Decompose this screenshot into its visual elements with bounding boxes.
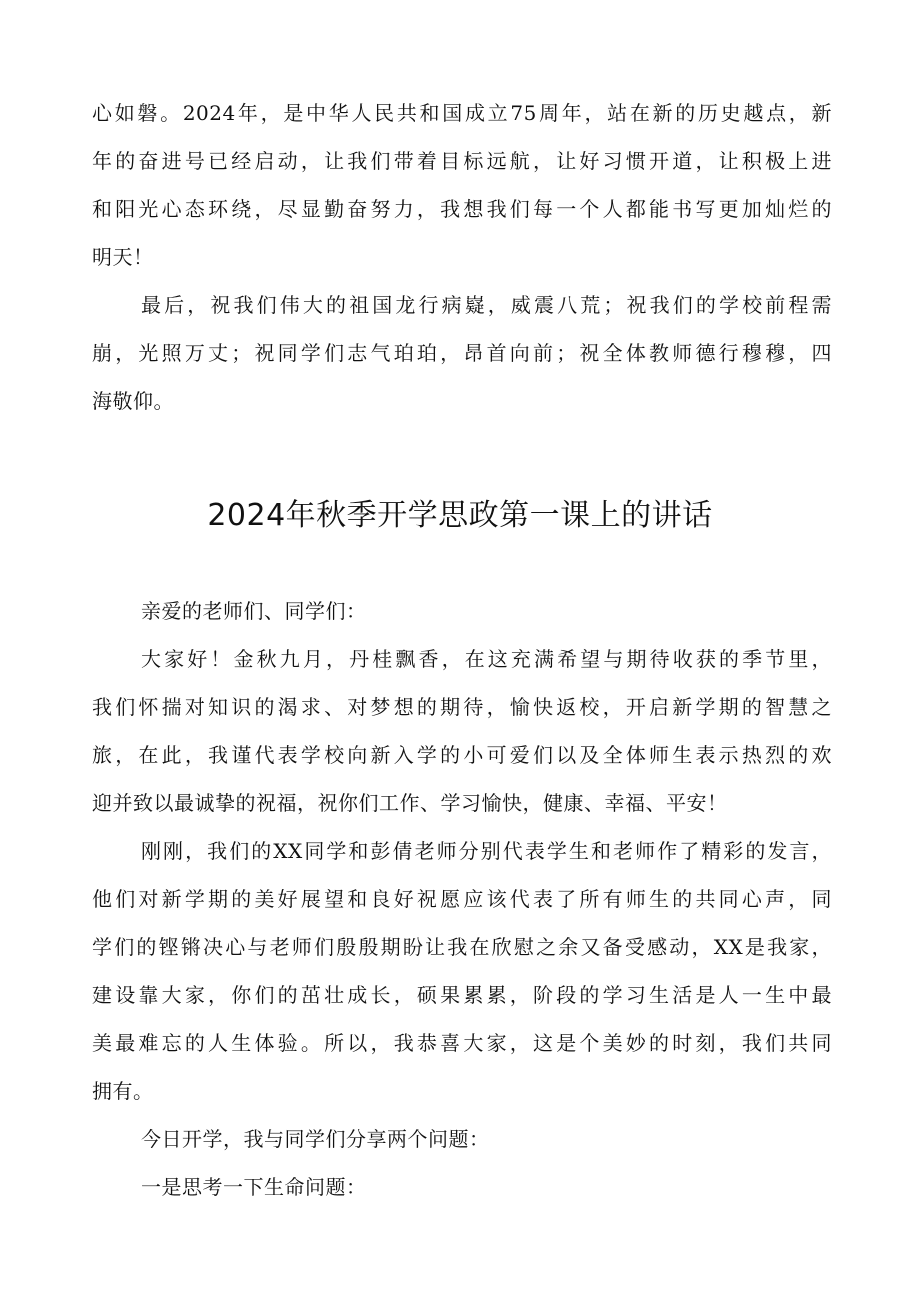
body-text-line: 迎并致以最诚挚的祝福，祝你们工作、学习愉快，健康、幸福、平安！ (92, 791, 728, 815)
body-text-line: 拥有。 (92, 1079, 154, 1103)
salutation: 亲爱的老师们、同学们： (141, 599, 367, 623)
body-text-line: 和阳光心态环绕，尽显勤奋努力，我想我们每一个人都能书写更加灿烂的 (92, 197, 832, 221)
body-text-line: 最后，祝我们伟大的祖国龙行病嶷，威震八荒；祝我们的学校前程需 (141, 293, 832, 317)
body-text-line: 我们怀揣对知识的渴求、对梦想的期待，愉快返校，开启新学期的智慧之 (92, 695, 832, 719)
body-text-line: 他们对新学期的美好展望和良好祝愿应该代表了所有师生的共同心声，同 (92, 887, 832, 911)
body-text-line: 大家好！金秋九月，丹桂飘香，在这充满希望与期待收获的季节里， (141, 647, 832, 671)
body-text-line: 学们的铿锵决心与老师们殷殷期盼让我在欣慰之余又备受感动，XX是我家， (92, 935, 832, 959)
body-text-line: 建设靠大家，你们的茁壮成长，硕果累累，阶段的学习生活是人一生中最 (92, 983, 832, 1007)
body-text-line: 旅，在此，我谨代表学校向新入学的小可爱们以及全体师生表示热烈的欢 (92, 743, 832, 767)
body-text-line: 年的奋进号已经启动，让我们带着目标远航，让好习惯开道，让积极上进 (92, 149, 832, 173)
body-text-line: 一是思考一下生命问题： (141, 1175, 367, 1199)
body-text-line: 海敬仰。 (92, 389, 174, 413)
body-text-line: 明天！ (92, 245, 154, 269)
body-text-line: 美最难忘的人生体验。所以，我恭喜大家，这是个美妙的时刻，我们共同 (92, 1031, 832, 1055)
body-text-line: 崩，光照万丈；祝同学们志气珀珀，昂首向前；祝全体教师德行穆穆，四 (92, 341, 832, 365)
document-title: 2024年秋季开学思政第一课上的讲话 (207, 498, 713, 533)
body-text-line: 刚刚，我们的XX同学和彭倩老师分别代表学生和老师作了精彩的发言， (141, 839, 832, 863)
body-text-line: 心如磐。2024年，是中华人民共和国成立75周年，站在新的历史越点，新 (92, 101, 832, 125)
body-text-line: 今日开学，我与同学们分享两个问题： (141, 1127, 490, 1151)
